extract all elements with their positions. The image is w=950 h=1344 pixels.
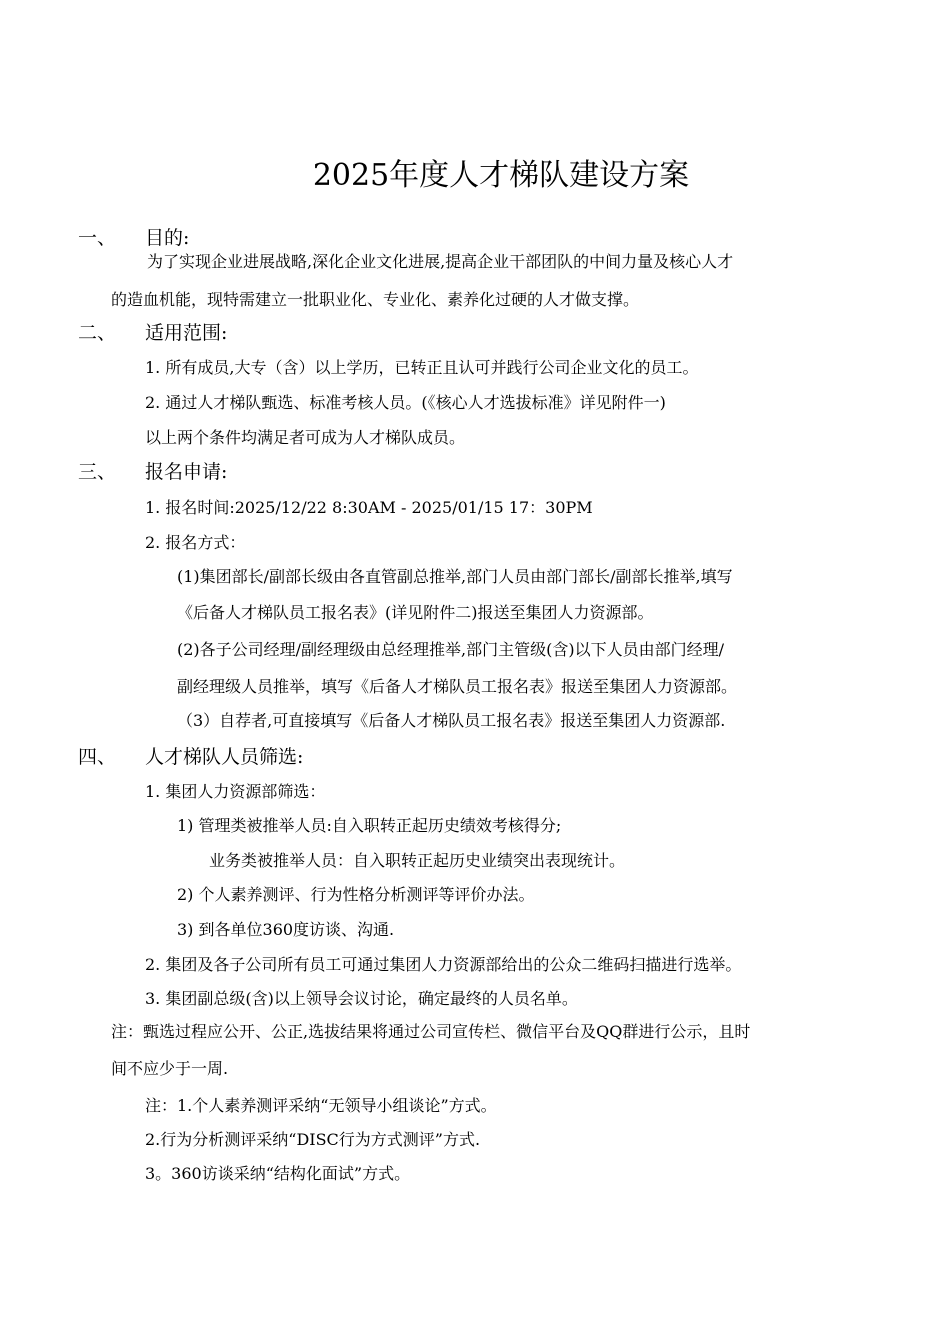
list-item: 2. 集团及各子公司所有员工可通过集团人力资源部给出的公众二维码扫描进行选举。: [145, 955, 742, 974]
list-item: 3. 集团副总级(含)以上领导会议讨论，确定最终的人员名单。: [145, 989, 578, 1008]
section-title: 人才梯队人员筛选:: [145, 746, 304, 768]
section-title: 目的:: [145, 227, 190, 249]
note-line: 注：甄选过程应公开、公正,选拔结果将通过公司宣传栏、微信平台及QQ群进行公示，且时: [111, 1022, 751, 1041]
paragraph-line: 副经理级人员推举，填写《后备人才梯队员工报名表》报送至集团人力资源部。: [177, 677, 738, 696]
list-item: 2. 报名方式：: [145, 533, 246, 552]
section-title: 报名申请:: [145, 461, 228, 483]
section-number: 一、: [78, 227, 117, 249]
note-line: 间不应少于一周.: [111, 1059, 229, 1078]
section-title: 适用范围:: [145, 322, 228, 344]
note-line: 2.行为分析测评采纳“DISC行为方式测评”方式.: [145, 1130, 481, 1149]
note-line: 3。360访谈采纳“结构化面试”方式。: [145, 1164, 411, 1183]
paragraph-line: (1)集团部长/副部长级由各直管副总推举,部门人员由部门部长/副部长推举,填写: [177, 567, 733, 586]
section-number: 三、: [78, 461, 117, 483]
paragraph-line: 业务类被推举人员：自入职转正起历史业绩突出表现统计。: [209, 851, 626, 870]
list-item: 1. 集团人力资源部筛选：: [145, 782, 326, 801]
list-item: 1. 报名时间:2025/12/22 8:30AM - 2025/01/15 17：30PM: [145, 498, 593, 517]
paragraph-line: 《后备人才梯队员工报名表》(详见附件二)报送至集团人力资源部。: [177, 603, 654, 622]
paragraph-line: (2)各子公司经理/副经理级由总经理推举,部门主管级(含)以下人员由部门经理/: [177, 640, 725, 659]
list-item: 1) 管理类被推举人员:自入职转正起历史绩效考核得分;: [177, 816, 562, 835]
list-item: 2. 通过人才梯队甄选、标准考核人员。(《核心人才选拔标准》详见附件一): [145, 393, 666, 412]
document-title: 2025年度人才梯队建设方案: [312, 158, 690, 193]
paragraph-line: （3）自荐者,可直接填写《后备人才梯队员工报名表》报送至集团人力资源部.: [177, 711, 726, 730]
paragraph-line: 以上两个条件均满足者可成为人才梯队成员。: [145, 428, 466, 447]
paragraph-line: 为了实现企业进展战略,深化企业文化进展,提高企业干部团队的中间力量及核心人才: [147, 252, 734, 271]
paragraph-line: 的造血机能，现特需建立一批职业化、专业化、素养化过硬的人才做支撑。: [111, 290, 640, 309]
list-item: 1. 所有成员,大专（含）以上学历，已转正且认可并践行公司企业文化的员工。: [145, 358, 699, 377]
section-number: 四、: [78, 746, 117, 768]
list-item: 2) 个人素养测评、行为性格分析测评等评价办法。: [177, 885, 535, 904]
section-number: 二、: [78, 322, 117, 344]
list-item: 3) 到各单位360度访谈、沟通.: [177, 920, 395, 939]
note-line: 注：1.个人素养测评采纳“无领导小组谈论”方式。: [145, 1096, 497, 1115]
